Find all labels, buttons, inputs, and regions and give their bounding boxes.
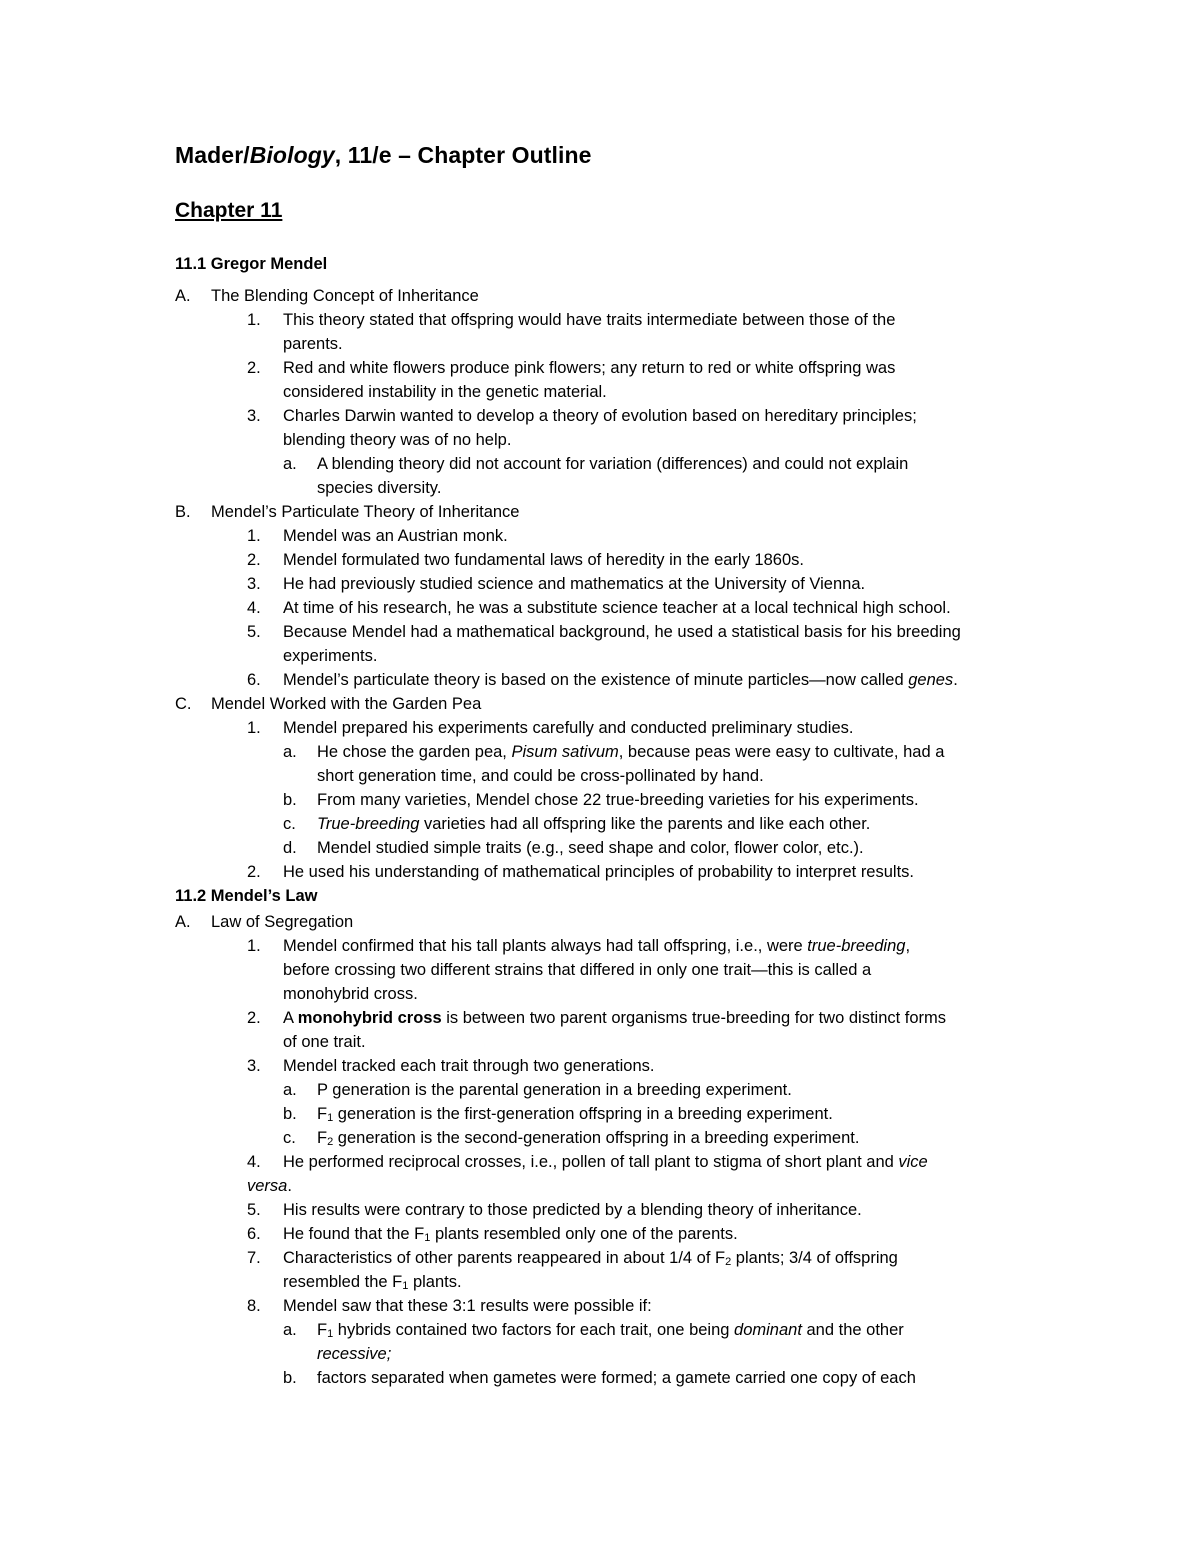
outline-text: Mendel confirmed that his tall plants always had tall offspring, i.e., were true-breeding, <box>283 937 911 955</box>
outline-text: Mendel formulated two fundamental laws of heredity in the early 1860s. <box>283 551 804 569</box>
outline-marker: a. <box>283 1081 297 1099</box>
outline-text: Mendel prepared his experiments carefully and conducted preliminary studies. <box>283 719 854 737</box>
outline-text: 11.2 Mendel’s Law <box>175 887 318 905</box>
outline-text: He chose the garden pea, Pisum sativum, because peas were easy to cultivate, had a <box>317 743 945 761</box>
outline-text: This theory stated that offspring would have traits intermediate between those of the <box>283 311 896 329</box>
outline-marker: 2. <box>247 359 261 377</box>
outline-text: He had previously studied science and mathematics at the University of Vienna. <box>283 575 866 593</box>
outline-text: Characteristics of other parents reappeared in about 1/4 of $F_2$ plants; 3/4 of offspring <box>283 1249 898 1268</box>
chapter-heading: Chapter 11 <box>175 199 283 222</box>
outline-marker: A. <box>175 287 191 305</box>
title-suffix: , 11/e – Chapter Outline <box>334 142 592 168</box>
title-prefix: Mader/ <box>175 142 250 168</box>
outline-marker: a. <box>283 1321 297 1339</box>
outline-text: $F_1$ hybrids contained two factors for each trait, one being dominant and the other <box>317 1321 904 1340</box>
outline-text: Mendel studied simple traits (e.g., seed shape and color, flower color, etc.). <box>317 839 864 857</box>
outline-text: A blending theory did not account for variation (differences) and could not explain <box>317 455 909 473</box>
outline-text: He performed reciprocal crosses, i.e., pollen of tall plant to stigma of short plant and vice <box>283 1153 928 1171</box>
outline-text: A monohybrid cross is between two parent organisms true-breeding for two distinct forms <box>283 1009 947 1027</box>
outline-text: species diversity. <box>317 479 442 497</box>
outline-marker: 2. <box>247 551 261 569</box>
outline-text: At time of his research, he was a substitute science teacher at a local technical high school. <box>283 599 951 617</box>
outline-text: He used his understanding of mathematical principles of probability to interpret results. <box>283 863 914 881</box>
outline-text: Charles Darwin wanted to develop a theory of evolution based on hereditary principles; <box>283 407 917 425</box>
outline-marker: c. <box>283 815 296 833</box>
outline-text: before crossing two different strains that differed in only one trait—this is called a <box>283 961 872 979</box>
outline-marker: 8. <box>247 1297 261 1315</box>
outline-marker: A. <box>175 913 191 931</box>
outline-marker: 3. <box>247 1057 261 1075</box>
outline-marker: 3. <box>247 575 261 593</box>
outline-text: Law of Segregation <box>211 913 354 931</box>
outline-marker: 1. <box>247 527 261 545</box>
outline-text: factors separated when gametes were formed; a gamete carried one copy of each <box>317 1369 916 1387</box>
outline-marker: 4. <box>247 599 261 617</box>
outline-marker: 6. <box>247 671 261 689</box>
outline-text: Mendel was an Austrian monk. <box>283 527 508 545</box>
outline-text: parents. <box>283 335 343 353</box>
outline-marker: 1. <box>247 311 261 329</box>
outline-text: He found that the $F_1$ plants resembled only one of the parents. <box>283 1225 738 1244</box>
outline-marker: 5. <box>247 1201 261 1219</box>
outline-text: monohybrid cross. <box>283 985 418 1003</box>
outline-text: Red and white flowers produce pink flowers; any return to red or white offspring was <box>283 359 896 377</box>
outline-marker: b. <box>283 791 297 809</box>
outline-text: P generation is the parental generation in a breeding experiment. <box>317 1081 792 1099</box>
outline-text: Mendel Worked with the Garden Pea <box>211 695 482 713</box>
outline-text: 11.1 Gregor Mendel <box>175 255 328 273</box>
outline-text: Mendel saw that these 3:1 results were possible if: <box>283 1297 652 1315</box>
outline-marker: 2. <box>247 863 261 881</box>
outline-text: blending theory was of no help. <box>283 431 512 449</box>
outline-marker: d. <box>283 839 297 857</box>
outline-marker: b. <box>283 1105 297 1123</box>
title-book-name: Biology <box>249 142 335 168</box>
outline-marker: 2. <box>247 1009 261 1027</box>
outline-text: His results were contrary to those predicted by a blending theory of inheritance. <box>283 1201 862 1219</box>
outline-text: True-breeding varieties had all offspring like the parents and like each other. <box>317 815 871 833</box>
outline-text: of one trait. <box>283 1033 366 1051</box>
outline-text: Mendel’s Particulate Theory of Inheritance <box>211 503 520 521</box>
outline-text: Because Mendel had a mathematical background, he used a statistical basis for his breeding <box>283 623 961 641</box>
outline-marker: a. <box>283 455 297 473</box>
outline-text: short generation time, and could be cross-pollinated by hand. <box>317 767 764 785</box>
outline-marker: C. <box>175 695 192 713</box>
outline-text: $F_2$ generation is the second-generation offspring in a breeding experiment. <box>317 1129 860 1148</box>
outline-marker: 6. <box>247 1225 261 1243</box>
outline-marker: 4. <box>247 1153 261 1171</box>
document-title <box>175 142 592 169</box>
outline-marker: 1. <box>247 937 261 955</box>
outline-text: Mendel tracked each trait through two generations. <box>283 1057 655 1075</box>
outline-marker: 3. <box>247 407 261 425</box>
outline-marker: B. <box>175 503 191 521</box>
outline-text: recessive; <box>317 1345 392 1363</box>
outline-text: considered instability in the genetic material. <box>283 383 607 401</box>
outline-text: The Blending Concept of Inheritance <box>211 287 479 305</box>
outline-marker: c. <box>283 1129 296 1147</box>
outline-text: Mendel’s particulate theory is based on the existence of minute particles—now called genes. <box>283 671 958 689</box>
outline-marker: 7. <box>247 1249 261 1267</box>
outline-marker: 5. <box>247 623 261 641</box>
outline-text: versa. <box>247 1177 292 1195</box>
outline-marker: b. <box>283 1369 297 1387</box>
outline-text: $F_1$ generation is the first-generation offspring in a breeding experiment. <box>317 1105 833 1124</box>
outline-text: experiments. <box>283 647 378 665</box>
outline-marker: 1. <box>247 719 261 737</box>
outline-text: From many varieties, Mendel chose 22 true-breeding varieties for his experiments. <box>317 791 919 809</box>
outline-text: resembled the $F_1$ plants. <box>283 1273 462 1292</box>
outline-marker: a. <box>283 743 297 761</box>
